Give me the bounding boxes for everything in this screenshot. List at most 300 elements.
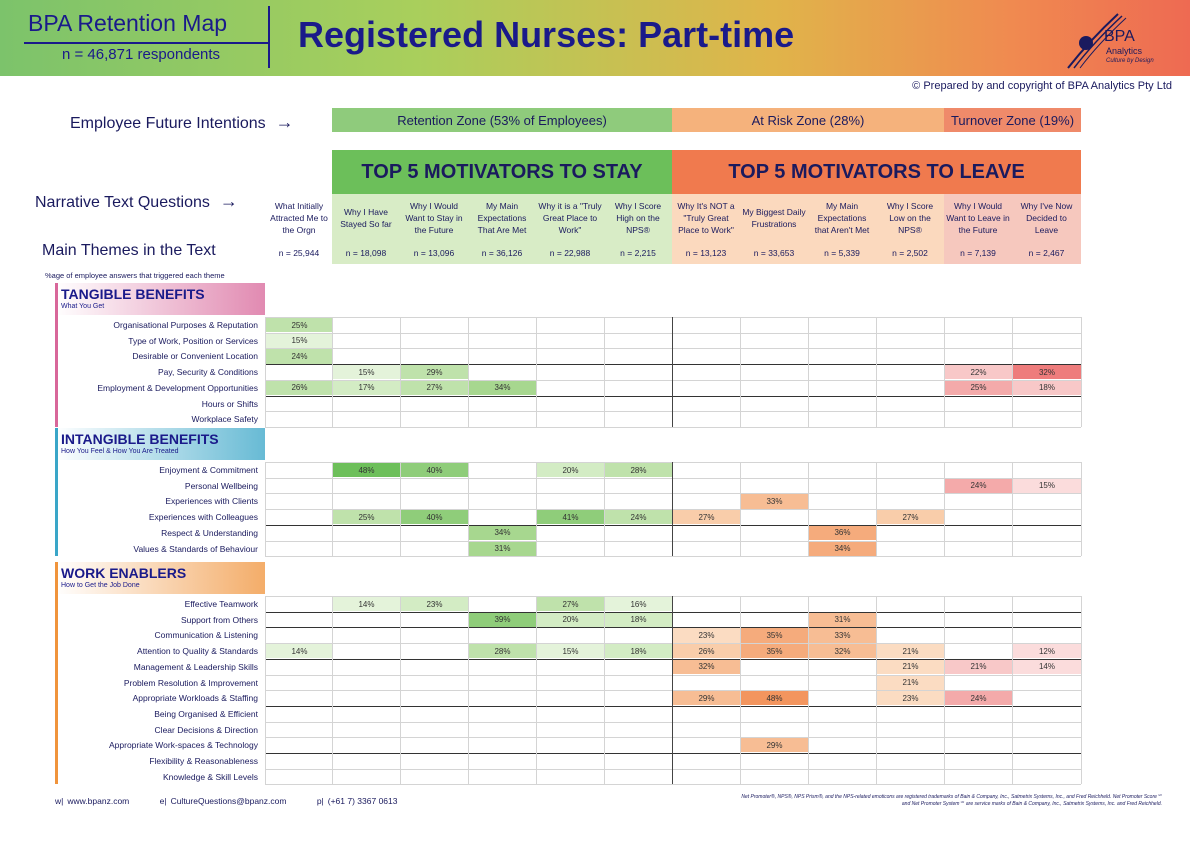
theme-value-cell (537, 397, 604, 411)
theme-value-cell (741, 676, 808, 690)
theme-value-cell (673, 494, 740, 508)
trademark-notice: Net Promoter®, NPS®, NPS Prism®, and the NPS-related emoticons are registered trademarks of Bain & Company, Inc., Satmetrix Systems, Inc., and Fred Reichheld. Net Promoter Score℠ and Net Promoter System℠ are service marks of Bain & Company, Inc., Satmetrix Systems, Inc. and Fred Reichheld. (741, 794, 1162, 807)
theme-value-cell (401, 738, 468, 752)
percentage-note: %age of employee answers that triggered each theme (45, 271, 225, 280)
theme-value-cell (809, 770, 876, 784)
response-count: n = 13,123 (672, 242, 740, 264)
theme-value-cell (333, 494, 400, 508)
theme-value-cell (1013, 691, 1081, 705)
grid-line (332, 596, 333, 784)
retention-map-box (18, 6, 270, 68)
theme-value-cell: 23% (401, 597, 468, 611)
theme-value-cell (673, 597, 740, 611)
theme-value-cell (741, 526, 808, 540)
theme-value-cell (401, 397, 468, 411)
theme-value-cell: 23% (673, 628, 740, 642)
theme-value-cell (809, 397, 876, 411)
grid-line (876, 462, 877, 556)
grid-line (944, 317, 945, 427)
theme-value-cell (741, 334, 808, 348)
theme-value-cell (809, 365, 876, 379)
theme-value-cell (945, 770, 1012, 784)
question-header: My Biggest Daily Frustrations (740, 194, 808, 242)
theme-value-cell: 21% (945, 660, 1012, 674)
theme-value-cell (266, 770, 333, 784)
theme-value-cell (401, 628, 468, 642)
theme-value-cell (469, 707, 536, 721)
grid-line (265, 556, 1081, 557)
theme-value-cell (1013, 723, 1081, 737)
theme-value-cell (605, 738, 672, 752)
section-subtitle: How to Get the Job Done (61, 582, 140, 589)
theme-label: Workplace Safety (191, 414, 258, 425)
theme-value-cell (333, 628, 400, 642)
theme-value-cell (537, 660, 604, 674)
theme-value-cell (741, 381, 808, 395)
theme-value-cell (877, 770, 944, 784)
theme-value-cell: 18% (605, 644, 672, 658)
theme-value-cell (266, 397, 333, 411)
theme-value-cell (877, 754, 944, 768)
theme-value-cell (401, 754, 468, 768)
grid-line (1081, 462, 1082, 556)
theme-value-cell (809, 494, 876, 508)
theme-value-cell (945, 349, 1012, 363)
theme-value-cell (809, 463, 876, 477)
theme-value-cell (605, 318, 672, 332)
theme-value-cell (266, 628, 333, 642)
grid-line (468, 462, 469, 556)
theme-value-cell (266, 542, 333, 556)
theme-label: Organisational Purposes & Reputation (113, 320, 258, 330)
grid-line (265, 427, 1081, 428)
theme-label: Employment & Development Opportunities (97, 382, 258, 393)
theme-value-cell: 15% (333, 365, 400, 379)
theme-label: Attention to Quality & Standards (137, 646, 258, 657)
retention-zone: Retention Zone (53% of Employees) (332, 108, 672, 132)
theme-value-cell (1013, 334, 1081, 348)
theme-value-cell (537, 412, 604, 426)
theme-value-cell (401, 723, 468, 737)
theme-value-cell (401, 334, 468, 348)
theme-value-cell (1013, 770, 1081, 784)
response-count: n = 2,215 (604, 242, 672, 264)
theme-value-cell (1013, 397, 1081, 411)
grid-line (265, 784, 1081, 785)
theme-value-cell (333, 318, 400, 332)
theme-value-cell: 31% (809, 613, 876, 627)
theme-value-cell (605, 494, 672, 508)
theme-value-cell (537, 754, 604, 768)
theme-value-cell (673, 707, 740, 721)
grid-line (944, 462, 945, 556)
grid-line (468, 317, 469, 427)
theme-value-cell (809, 707, 876, 721)
grid-line (876, 596, 877, 784)
theme-value-cell (741, 723, 808, 737)
theme-value-cell (1013, 676, 1081, 690)
theme-value-cell (469, 676, 536, 690)
theme-value-cell (401, 526, 468, 540)
grid-line (604, 462, 605, 556)
theme-value-cell (809, 318, 876, 332)
theme-value-cell (809, 510, 876, 524)
respondent-count: n = 46,871 respondents (62, 46, 221, 63)
theme-label: Hours or Shifts (201, 398, 258, 409)
theme-value-cell (673, 770, 740, 784)
theme-value-cell (469, 349, 536, 363)
theme-value-cell (945, 334, 1012, 348)
theme-value-cell (673, 676, 740, 690)
theme-value-cell (333, 334, 400, 348)
theme-value-cell (877, 542, 944, 556)
theme-value-cell (1013, 597, 1081, 611)
theme-value-cell: 48% (741, 691, 808, 705)
section-accent-bar (55, 283, 58, 427)
theme-value-cell (266, 707, 333, 721)
grid-line (1012, 462, 1013, 556)
theme-value-cell (605, 754, 672, 768)
theme-value-cell (945, 318, 1012, 332)
theme-value-cell (673, 526, 740, 540)
theme-value-cell (945, 628, 1012, 642)
theme-value-cell (877, 381, 944, 395)
theme-value-cell (741, 660, 808, 674)
theme-value-cell (469, 770, 536, 784)
theme-label: Experiences with Clients (165, 496, 258, 507)
question-header: My Main Expectations that Aren't Met (808, 194, 876, 242)
theme-value-cell (877, 334, 944, 348)
theme-label: Desirable or Convenient Location (132, 351, 258, 362)
theme-label: Knowledge & Skill Levels (163, 771, 258, 782)
theme-value-cell (877, 707, 944, 721)
question-header: Why I Would Want to Leave in the Future (944, 194, 1012, 242)
theme-value-cell (333, 397, 400, 411)
theme-value-cell (741, 463, 808, 477)
theme-value-cell (1013, 542, 1081, 556)
theme-value-cell (877, 738, 944, 752)
section-accent-bar (55, 562, 58, 784)
theme-value-cell: 15% (1013, 479, 1081, 493)
theme-value-cell: 34% (469, 526, 536, 540)
grid-line (604, 596, 605, 784)
theme-value-cell (469, 723, 536, 737)
theme-label: Pay, Security & Conditions (158, 367, 258, 378)
theme-value-cell: 33% (809, 628, 876, 642)
response-count: n = 5,339 (808, 242, 876, 264)
theme-value-cell (266, 597, 333, 611)
theme-label: Enjoyment & Commitment (159, 465, 258, 475)
theme-value-cell (809, 597, 876, 611)
theme-value-cell (605, 381, 672, 395)
theme-label: Type of Work, Position or Services (128, 335, 258, 346)
theme-label: Effective Teamwork (184, 599, 258, 609)
theme-value-cell (673, 754, 740, 768)
theme-value-cell: 28% (469, 644, 536, 658)
theme-value-cell: 35% (741, 628, 808, 642)
theme-value-cell (673, 412, 740, 426)
theme-value-cell: 17% (333, 381, 400, 395)
grid-line (332, 317, 333, 427)
theme-value-cell (605, 691, 672, 705)
theme-value-cell: 34% (469, 381, 536, 395)
theme-value-cell: 41% (537, 510, 604, 524)
theme-value-cell (741, 510, 808, 524)
theme-value-cell: 32% (673, 660, 740, 674)
theme-value-cell: 14% (333, 597, 400, 611)
theme-value-cell (945, 494, 1012, 508)
response-count: n = 25,944 (265, 242, 333, 264)
theme-value-cell (469, 510, 536, 524)
theme-value-cell (266, 660, 333, 674)
theme-value-cell (469, 365, 536, 379)
question-header: Why I've Now Decided to Leave (1012, 194, 1081, 242)
theme-value-cell (945, 542, 1012, 556)
theme-value-cell: 40% (401, 463, 468, 477)
response-count: n = 18,098 (332, 242, 400, 264)
theme-value-cell (877, 479, 944, 493)
theme-value-cell: 14% (1013, 660, 1081, 674)
grid-line (536, 462, 537, 556)
theme-value-cell (333, 723, 400, 737)
theme-value-cell (945, 707, 1012, 721)
theme-value-cell (266, 479, 333, 493)
theme-value-cell (1013, 349, 1081, 363)
theme-value-cell (877, 365, 944, 379)
theme-value-cell (266, 676, 333, 690)
response-count: n = 13,096 (400, 242, 468, 264)
theme-value-cell: 25% (945, 381, 1012, 395)
theme-value-cell (1013, 738, 1081, 752)
turnover-zone: Turnover Zone (19%) (944, 108, 1081, 132)
theme-value-cell (809, 738, 876, 752)
theme-value-cell (877, 318, 944, 332)
theme-value-cell (266, 412, 333, 426)
theme-value-cell (266, 526, 333, 540)
theme-value-cell: 12% (1013, 644, 1081, 658)
theme-value-cell: 36% (809, 526, 876, 540)
response-count: n = 22,988 (536, 242, 604, 264)
theme-value-cell (401, 676, 468, 690)
theme-value-cell (673, 381, 740, 395)
theme-value-cell: 40% (401, 510, 468, 524)
theme-value-cell (605, 479, 672, 493)
phone-number: (+61 7) 3367 0613 (327, 796, 398, 806)
theme-value-cell (945, 738, 1012, 752)
theme-value-cell (537, 318, 604, 332)
theme-value-cell (605, 349, 672, 363)
theme-value-cell (401, 412, 468, 426)
grid-line (740, 317, 741, 427)
theme-value-cell (605, 542, 672, 556)
theme-label: Appropriate Work-spaces & Technology (109, 740, 258, 751)
theme-value-cell (333, 526, 400, 540)
logo-subtext: Analytics (1106, 46, 1143, 56)
page-title: Registered Nurses: Part-time (298, 14, 795, 55)
theme-value-cell: 29% (673, 691, 740, 705)
grid-line (808, 596, 809, 784)
theme-value-cell: 31% (469, 542, 536, 556)
theme-value-cell (469, 660, 536, 674)
theme-value-cell: 18% (605, 613, 672, 627)
at-risk-zone: At Risk Zone (28%) (672, 108, 944, 132)
theme-value-cell (809, 412, 876, 426)
theme-value-cell: 21% (877, 676, 944, 690)
theme-value-cell (945, 613, 1012, 627)
grid-line (265, 596, 266, 784)
question-header: Why I Score Low on the NPS® (876, 194, 944, 242)
theme-value-cell: 22% (945, 365, 1012, 379)
theme-value-cell (401, 318, 468, 332)
grid-line (332, 462, 333, 556)
theme-value-cell: 25% (266, 318, 333, 332)
theme-value-cell (605, 526, 672, 540)
response-count: n = 2,467 (1012, 242, 1081, 264)
grid-line (468, 596, 469, 784)
theme-value-cell (537, 479, 604, 493)
theme-label: Personal Wellbeing (184, 480, 258, 491)
website-link[interactable]: www.bpanz.com (67, 796, 130, 806)
theme-value-cell (877, 597, 944, 611)
grid-line (740, 596, 741, 784)
theme-value-cell (1013, 754, 1081, 768)
theme-value-cell: 39% (469, 613, 536, 627)
theme-label: Flexibility & Reasonableness (149, 756, 258, 766)
theme-value-cell: 14% (266, 644, 333, 658)
grid-line (672, 596, 673, 784)
theme-value-cell (673, 479, 740, 493)
theme-value-cell (877, 349, 944, 363)
theme-value-cell (333, 349, 400, 363)
theme-value-cell (537, 770, 604, 784)
theme-value-cell (1013, 526, 1081, 540)
theme-value-cell (809, 479, 876, 493)
grid-line (944, 596, 945, 784)
theme-value-cell (266, 463, 333, 477)
theme-value-cell (1013, 613, 1081, 627)
theme-value-cell (266, 365, 333, 379)
theme-value-cell (401, 770, 468, 784)
grid-line (1081, 317, 1082, 427)
theme-value-cell (741, 349, 808, 363)
theme-value-cell: 26% (266, 381, 333, 395)
section-title: WORK ENABLERS (61, 565, 187, 581)
section-title: INTANGIBLE BENEFITS (61, 431, 219, 447)
theme-value-cell (877, 613, 944, 627)
theme-value-cell (945, 644, 1012, 658)
theme-value-cell (266, 723, 333, 737)
theme-label: Problem Resolution & Improvement (123, 677, 258, 688)
theme-value-cell (605, 770, 672, 784)
theme-value-cell: 32% (809, 644, 876, 658)
theme-value-cell (333, 660, 400, 674)
theme-value-cell (741, 754, 808, 768)
question-header: What Initially Attracted Me to the Orgn (265, 194, 333, 242)
theme-value-cell (605, 723, 672, 737)
footer-contacts: w| www.bpanz.com e| CultureQuestions@bpanz.com p| (+61 7) 3367 0613 (55, 796, 398, 806)
theme-value-cell (537, 628, 604, 642)
theme-value-cell (469, 597, 536, 611)
theme-value-cell (266, 494, 333, 508)
theme-value-cell (469, 479, 536, 493)
grid-line (672, 317, 673, 427)
theme-label: Values & Standards of Behaviour (133, 543, 258, 554)
theme-value-cell (537, 381, 604, 395)
theme-value-cell (266, 613, 333, 627)
theme-value-cell: 24% (945, 691, 1012, 705)
theme-value-cell (741, 479, 808, 493)
theme-value-cell (401, 691, 468, 705)
theme-value-cell (605, 397, 672, 411)
theme-value-cell: 16% (605, 597, 672, 611)
theme-value-cell: 34% (809, 542, 876, 556)
question-header: Why it is a "Truly Great Place to Work" (536, 194, 604, 242)
theme-value-cell (333, 412, 400, 426)
theme-value-cell (401, 349, 468, 363)
theme-value-cell (469, 628, 536, 642)
theme-value-cell (1013, 707, 1081, 721)
grid-line (400, 596, 401, 784)
theme-value-cell (877, 628, 944, 642)
theme-value-cell (809, 691, 876, 705)
main-themes-label: Main Themes in the Text (42, 242, 216, 259)
grid-line (536, 596, 537, 784)
theme-value-cell (1013, 510, 1081, 524)
theme-label: Clear Decisions & Direction (154, 724, 258, 735)
theme-value-cell (809, 381, 876, 395)
theme-value-cell (333, 738, 400, 752)
theme-value-cell (741, 365, 808, 379)
theme-value-cell (537, 542, 604, 556)
theme-value-cell (537, 723, 604, 737)
map-title: BPA Retention Map (28, 10, 228, 36)
grid-line (808, 317, 809, 427)
theme-value-cell (469, 691, 536, 705)
theme-value-cell (877, 494, 944, 508)
theme-value-cell: 33% (741, 494, 808, 508)
theme-value-cell (945, 397, 1012, 411)
theme-value-cell (469, 412, 536, 426)
theme-value-cell (809, 660, 876, 674)
question-header: Why I Would Want to Stay in the Future (400, 194, 468, 242)
grid-line (876, 317, 877, 427)
email-link[interactable]: CultureQuestions@bpanz.com (170, 796, 287, 806)
grid-line (1081, 596, 1082, 784)
theme-value-cell: 27% (673, 510, 740, 524)
theme-value-cell (741, 397, 808, 411)
theme-value-cell (673, 613, 740, 627)
arrow-right-icon: → (219, 191, 238, 211)
grid-line (1012, 596, 1013, 784)
theme-value-cell (333, 707, 400, 721)
theme-value-cell: 21% (877, 660, 944, 674)
theme-value-cell (537, 349, 604, 363)
grid-line (265, 317, 266, 427)
theme-value-cell (673, 318, 740, 332)
theme-value-cell (333, 770, 400, 784)
theme-value-cell (945, 676, 1012, 690)
narrative-label: Narrative Text Questions → (35, 191, 238, 211)
grid-line (740, 462, 741, 556)
theme-value-cell: 20% (537, 463, 604, 477)
theme-value-cell (673, 349, 740, 363)
theme-value-cell (673, 723, 740, 737)
theme-value-cell (809, 723, 876, 737)
theme-value-cell (605, 334, 672, 348)
theme-value-cell (469, 334, 536, 348)
theme-value-cell (741, 707, 808, 721)
theme-value-cell (469, 463, 536, 477)
